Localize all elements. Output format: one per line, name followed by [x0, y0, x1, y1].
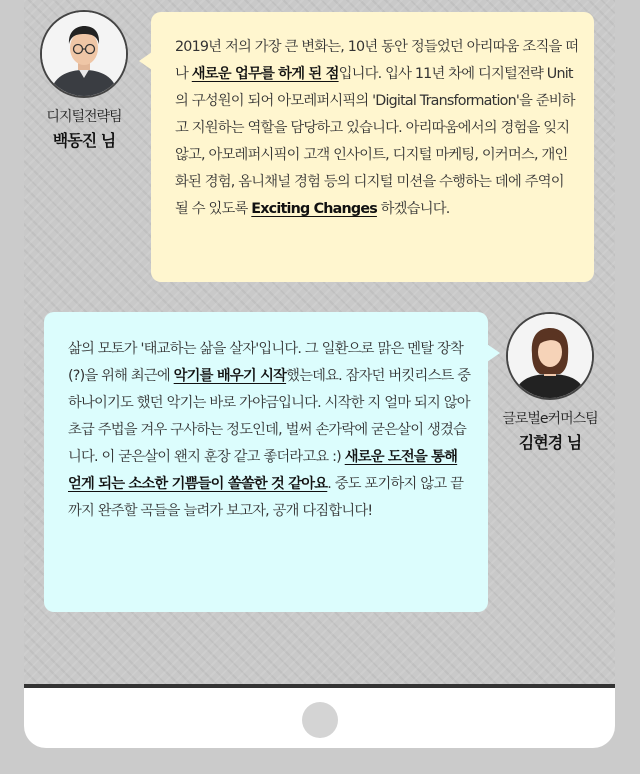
team-name: 글로벌e커머스팀: [502, 411, 598, 427]
highlight-text: 악기를 배우기 시작: [173, 368, 287, 384]
man-portrait-icon: [40, 10, 128, 98]
message-segment: 2019년 저의 가장 큰 변화는, 10년 동안 정들었던 아리따움 조직을 떠나: [175, 39, 579, 82]
pagination-dot-icon[interactable]: [302, 702, 338, 738]
highlight-text: 새로운 업무를 하게 된 점: [191, 66, 339, 82]
speech-bubble-1: [151, 12, 594, 282]
content-panel: [24, 0, 615, 748]
person-name: 백동진 님: [52, 131, 116, 150]
divider: [24, 684, 615, 688]
person-card-1: [34, 10, 134, 151]
message-segment: 하겠습니다.: [376, 201, 450, 217]
message-text: [175, 34, 580, 223]
team-name: 디지털전략팀: [46, 109, 122, 125]
person-card-2: [498, 312, 602, 453]
highlight-text: Exciting Changes: [251, 201, 377, 217]
message-segment: 했는데요. 잠자던 버킷리스트 중 하나이기도 했던 악기는 바로 가야금입니다. 시작한 지 얼마 되지 않아 초급 주법을 겨우 구사하는 정도인데, 벌써 손가락에 굳은살이 생겼습니다. 이 굳은살이 왠지 훈장 같고 좋더라고요 :): [68, 368, 471, 465]
message-segment: . 중도 포기하지 않고 끝까지 완주할 곡들을 늘려가 보고자, 공개 다짐합니다!: [68, 476, 464, 519]
highlight-text: 새로운 도전을 통해 얻게 되는 소소한 기쁨들이 쏠쏠한 것 같아요: [68, 449, 458, 492]
message-segment: 입니다. 입사 11년 차에 디지털전략 Unit의 구성원이 되어 아모레퍼시픽의 'Digital Transformation'을 준비하고 지원하는 역할을 담당하고 있습니다. 아리따움에서의 경험을 잊지 않고, 아모레퍼시픽이 고객 인사이트, 디지털 마케팅, 이커머스, 개인화된 경험, 옴니채널 경험 등의 디지털 미션을 수행하는 데에 주역이 될 수 있도록: [175, 66, 575, 217]
message-segment: 삶의 모토가 '태교하는 삶을 살자'입니다. 그 일환으로 맑은 멘탈 장착(?)을 위해 최근에: [68, 341, 463, 384]
message-text: [68, 336, 472, 525]
person-name: 김현경 님: [518, 433, 582, 452]
woman-portrait-icon: [506, 312, 594, 400]
speech-bubble-2: [44, 312, 488, 612]
